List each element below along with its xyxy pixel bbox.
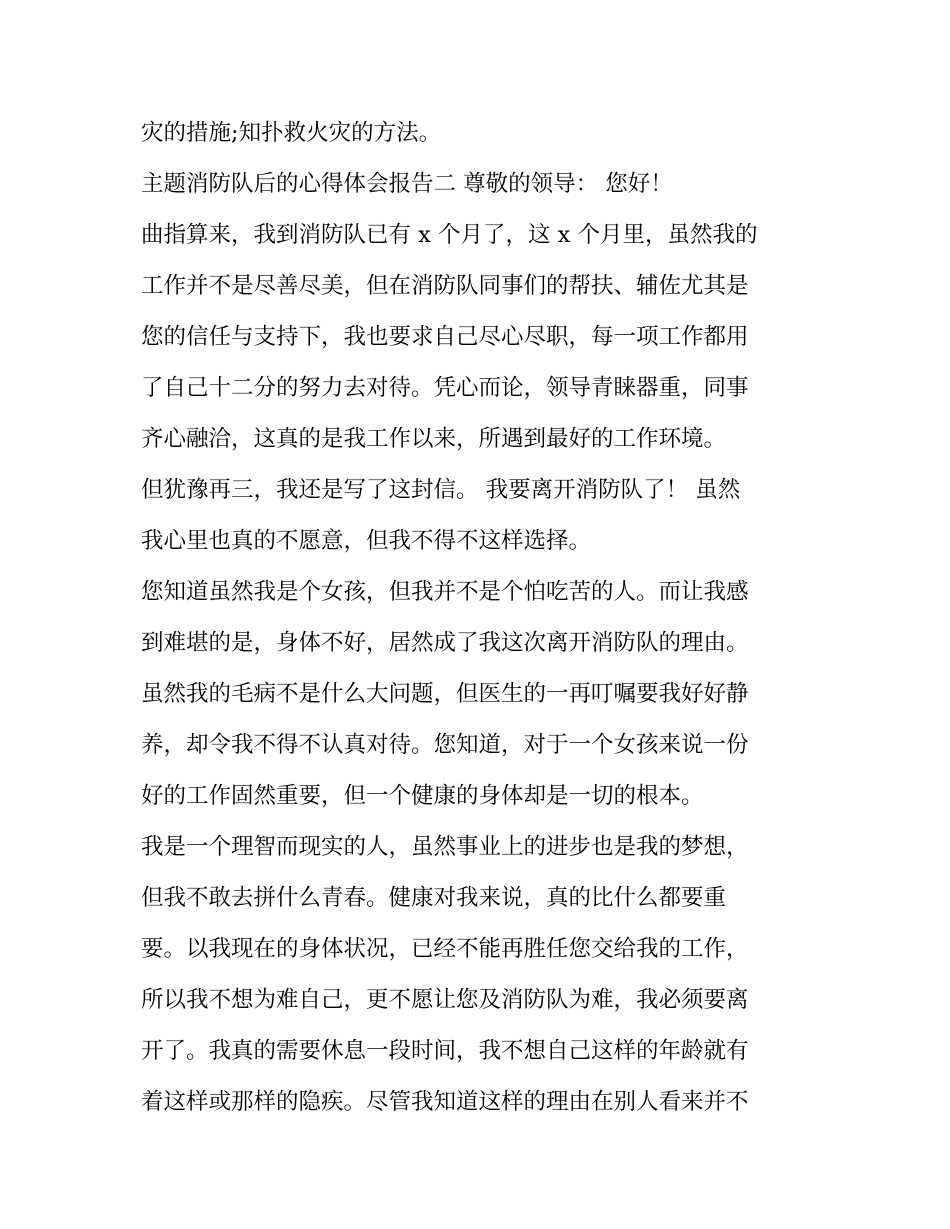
text-line: 了自己十二分的努力去对待。凭心而论，领导青睐器重，同事 xyxy=(141,375,749,401)
text-line: 着这样或那样的隐疾。尽管我知道这样的理由在别人看来并不 xyxy=(141,1089,749,1115)
document-body xyxy=(141,108,821,1128)
text-line: 虽然我的毛病不是什么大问题，但医生的一再叮嘱要我好好静 xyxy=(141,681,749,707)
text-line: 工作并不是尽善尽美，但在消防队同事们的帮扶、辅佐尤其是 xyxy=(141,273,749,299)
text-line: 您的信任与支持下，我也要求自己尽心尽职，每一项工作都用 xyxy=(141,324,749,350)
text-line: 好的工作固然重要，但一个健康的身体却是一切的根本。 xyxy=(141,783,704,809)
text-line: 我是一个理智而现实的人，虽然事业上的进步也是我的梦想， xyxy=(141,834,749,860)
text-line: 主题消防队后的心得体会报告二 尊敬的领导： 您好！ xyxy=(141,171,673,197)
text-line: 我心里也真的不愿意，但我不得不这样选择。 xyxy=(141,528,592,554)
text-line: 所以我不想为难自己，更不愿让您及消防队为难，我必须要离 xyxy=(141,987,749,1013)
text-line: 但犹豫再三，我还是写了这封信。 我要离开消防队了！ 虽然 xyxy=(141,477,741,503)
text-line: 但我不敢去拼什么青春。健康对我来说，真的比什么都要重 xyxy=(141,885,727,911)
text-line: 要。以我现在的身体状况，已经不能再胜任您交给我的工作， xyxy=(141,936,749,962)
text-line: 您知道虽然我是个女孩，但我并不是个怕吃苦的人。而让我感 xyxy=(141,579,749,605)
text-line: 齐心融洽，这真的是我工作以来，所遇到最好的工作环境。 xyxy=(141,426,727,452)
text-line: 灾的措施;知扑救火灾的方法。 xyxy=(141,120,442,146)
text-line: 到难堪的是，身体不好，居然成了我这次离开消防队的理由。 xyxy=(141,630,749,656)
text-line: 养，却令我不得不认真对待。您知道，对于一个女孩来说一份 xyxy=(141,732,749,758)
text-line: 开了。我真的需要休息一段时间，我不想自己这样的年龄就有 xyxy=(141,1038,749,1064)
text-line: 曲指算来，我到消防队已有 x 个月了，这 x 个月里，虽然我的 xyxy=(141,222,758,248)
